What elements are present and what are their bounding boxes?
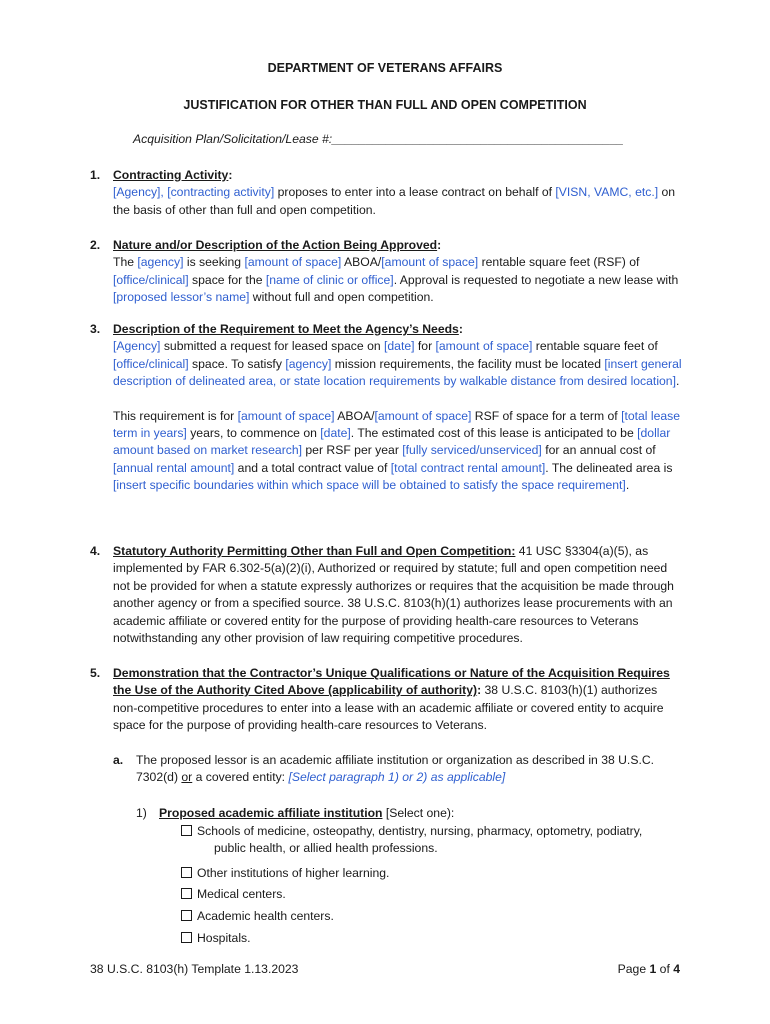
subsection-a: a. The proposed lessor is an academic affiliate institution or organization as described in 38 U.S.C. 7302(d) or a covered entity: [Select paragraph 1) or 2) as applicable] (113, 753, 655, 785)
field-service-type[interactable]: [fully serviced/unserviced] (402, 443, 542, 458)
section-text: 38 U.S.C. 8103(h)(1) authorizes non-competitive procedures to enter into a lease with an academic affiliate or covered entity to acquire space for the purpose of providing health-care resources to Veterans. (113, 683, 664, 733)
section-text: 41 USC §3304(a)(5), as implemented by FAR 6.302-5(a)(2)(i), Authorized or required by statute; full and open competition need not be provided for when a statute expressly authorizes or requires that the acquisition be made through another agency or from a specified source. 38 U.S.C. 8103(h)(1) authorizes lease procurements with an academic affiliate or covered entity for the purpose of providing health-care resources to Veterans notwithstanding any other provision of law requiring competitive procedures. (113, 544, 674, 646)
field-lease-term[interactable]: [total lease term in years] (113, 408, 681, 441)
field-amount-of-space[interactable]: [amount of space] (244, 255, 342, 270)
footer-template-label: 38 U.S.C. 8103(h) Template 1.13.2023 (90, 962, 299, 976)
checkbox-icon[interactable] (181, 888, 192, 899)
item-1: 1) Proposed academic affiliate institution [Select one): (136, 805, 676, 822)
section-number: 3. (90, 322, 101, 336)
checkbox-icon[interactable] (181, 932, 192, 943)
checkbox-option[interactable]: Other institutions of higher learning. (181, 865, 681, 882)
section-title: Demonstration that the Contractor’s Unique Qualifications or Nature of the Acquisition Requires the Use of the Authority Cited Above (applicability of authority) (113, 666, 670, 698)
checkbox-icon[interactable] (181, 910, 192, 921)
field-agency[interactable]: [agency] (137, 255, 184, 270)
item-title: Proposed academic affiliate institution (159, 806, 383, 820)
field-amount-of-space[interactable]: [amount of space] (381, 255, 479, 270)
field-amount-of-space[interactable]: [amount of space] (435, 339, 533, 354)
field-amount-of-space[interactable]: [amount of space] (374, 408, 472, 423)
checkbox-icon[interactable] (181, 867, 192, 878)
field-dollar-amount[interactable]: [dollar amount based on market research] (113, 426, 671, 458)
section-title: Contracting Activity (113, 168, 229, 182)
section-title: Statutory Authority Permitting Other than Full and Open Competition: (113, 544, 516, 558)
field-select-paragraph[interactable]: [Select paragraph 1) or 2) as applicable] (288, 770, 506, 785)
field-office-clinical[interactable]: [office/clinical] (113, 356, 189, 371)
section-4 (90, 543, 682, 647)
field-date[interactable]: [date] (320, 426, 351, 441)
acquisition-plan-line: Acquisition Plan/Solicitation/Lease #:___________________________________________ (133, 132, 624, 146)
field-agency[interactable]: [Agency] (113, 339, 161, 354)
department-heading: DEPARTMENT OF VETERANS AFFAIRS (267, 61, 503, 75)
checkbox-option[interactable]: Medical centers. (181, 886, 681, 903)
field-agency-activity[interactable]: [Agency], [contracting activity] (113, 185, 275, 200)
checkbox-option[interactable]: Hospitals. (181, 930, 681, 947)
section-number: 5. (90, 666, 101, 680)
document-title: JUSTIFICATION FOR OTHER THAN FULL AND OPEN COMPETITION (183, 98, 587, 112)
field-annual-rental[interactable]: [annual rental amount] (113, 460, 235, 475)
subsection-label: a. (113, 753, 124, 767)
section-5: 5. Demonstration that the Contractor’s Unique Qualifications or Nature of the Acquisition Requires the Use of the Authority Cited Above (applicability of authority): 38 U.S.C. 8103(h)(1) authorizes non-competitive procedures to enter into a lease with an academic affiliate or covered entity to acquire space for the purpose of providing health-care resources to Veterans. (90, 666, 670, 733)
section-2: 2. Nature and/or Description of the Action Being Approved: The [agency] is seeking [amount of space] ABOA/[amount of space] rentable square feet (RSF) of [office/clinical] space for the [name of clinic or office]. Approval is requested to negotiate a new lease with [proposed lessor’s name] without full and open competition. (90, 238, 679, 305)
field-total-contract[interactable]: [total contract rental amount] (390, 460, 546, 475)
field-agency[interactable]: [agency] (285, 356, 332, 371)
checkbox-icon[interactable] (181, 825, 192, 836)
field-office-clinical[interactable]: [office/clinical] (113, 272, 189, 287)
checkbox-option[interactable]: Schools of medicine, osteopathy, dentistry, nursing, pharmacy, optometry, podiatry, public health, or allied health professions. (181, 823, 681, 858)
section-1: 1. Contracting Activity: [Agency], [contracting activity] proposes to enter into a lease contract on behalf of [VISN, VAMC, etc.] on the basis of other than full and open competition. (90, 168, 676, 217)
field-date[interactable]: [date] (384, 339, 415, 354)
footer-page-number: Page 1 of 4 (617, 962, 680, 976)
section-title: Description of the Requirement to Meet the Agency’s Needs (113, 322, 459, 336)
checkbox-option[interactable]: Academic health centers. (181, 908, 681, 925)
field-visn-vamc[interactable]: [VISN, VAMC, etc.] (555, 185, 659, 200)
item-label: 1) (136, 806, 147, 820)
section-number: 1. (90, 168, 101, 182)
section-number: 4. (90, 544, 101, 558)
field-clinic-name[interactable]: [name of clinic or office] (265, 272, 394, 287)
field-delineated-area[interactable]: [insert general description of delineated area, or state location requirements by walkable distance from desired location] (113, 356, 682, 389)
section-title: Nature and/or Description of the Action Being Approved (113, 238, 438, 252)
field-boundaries[interactable]: [insert specific boundaries within which space will be obtained to satisfy the space requirement] (113, 478, 626, 493)
field-lessor-name[interactable]: [proposed lessor’s name] (113, 290, 250, 305)
section-number: 2. (90, 238, 101, 252)
section-3: 3. Description of the Requirement to Meet the Agency’s Needs: [Agency] submitted a request for leased space on [date] for [amount of space] rentable square feet of [office/clinical] space. To satisfy [agency] mission requirements, the facility must be located [insert general description of delineated area, or state location requirements by walkable distance from desired location]. This requirement is for [amount of space] ABOA/[amount of space] RSF of space for a term of [total lease term in years] years, to commence on [date]. The estimated cost of this lease is anticipated to be [dollar amount based on market research] per RSF per year [fully serviced/unserviced] for an annual cost of [annual rental amount] and a total contract value of [total contract rental amount]. The delineated area is [insert specific boundaries within which space will be obtained to satisfy the space requirement]. (90, 322, 682, 493)
field-amount-of-space[interactable]: [amount of space] (237, 408, 335, 423)
